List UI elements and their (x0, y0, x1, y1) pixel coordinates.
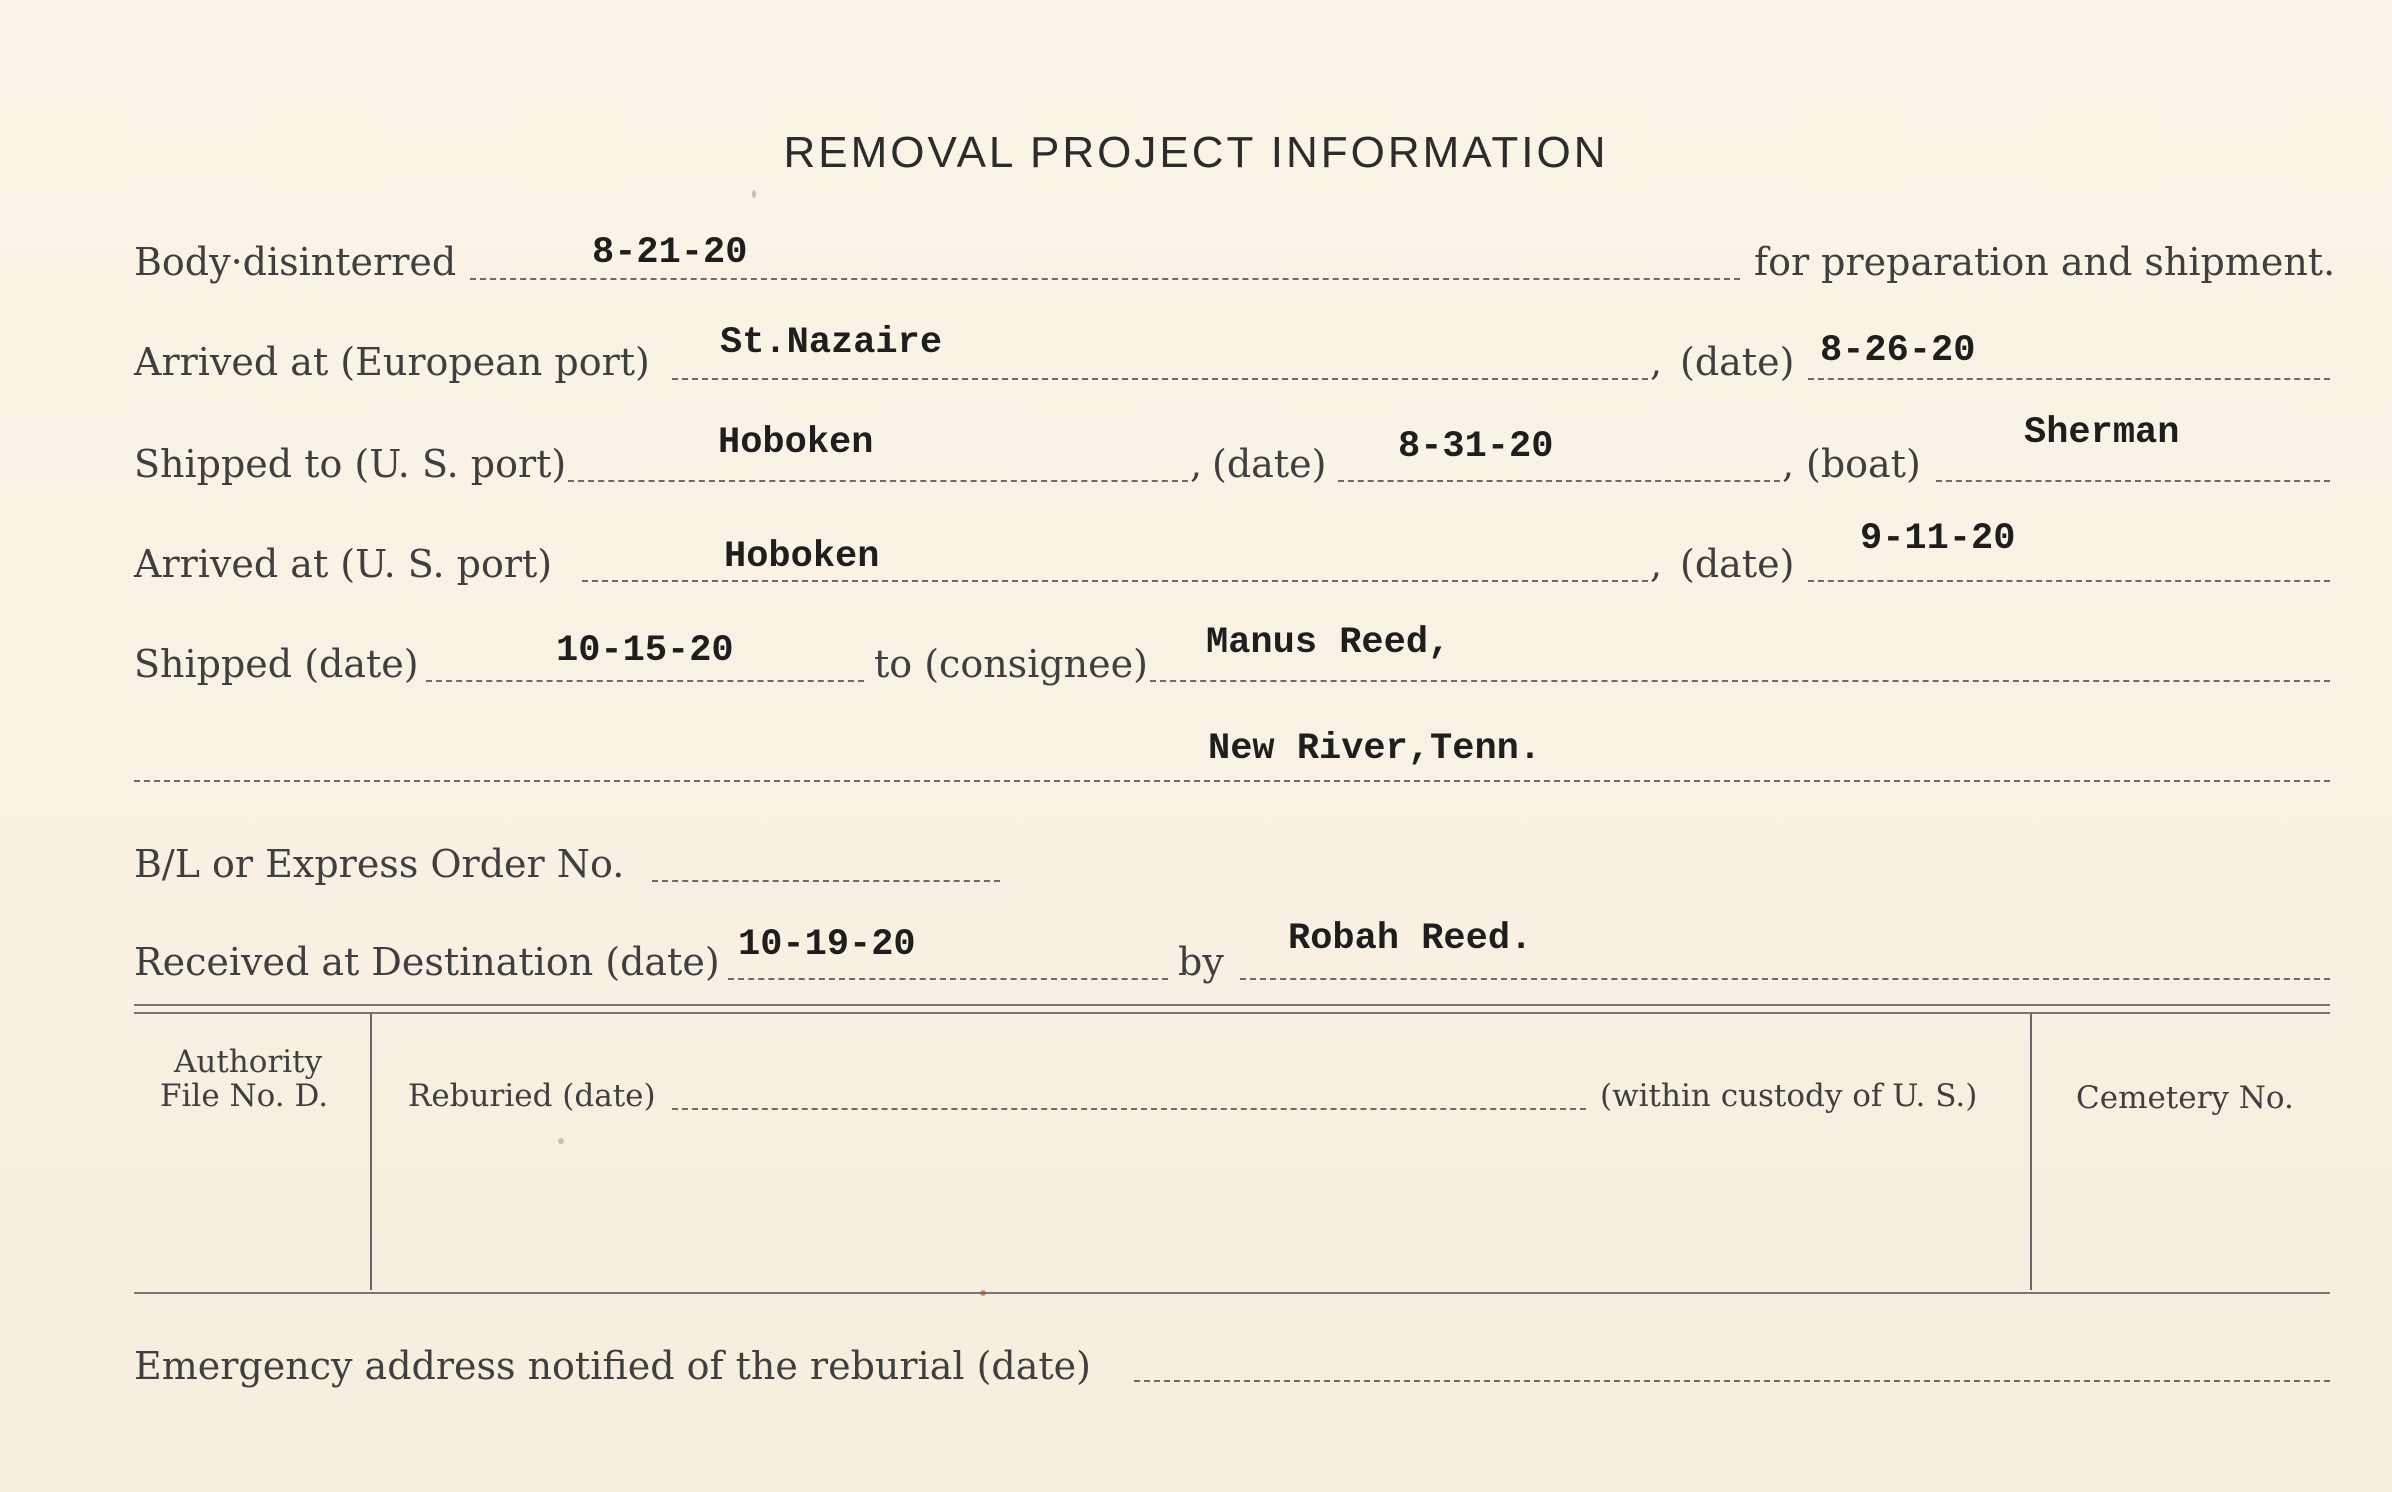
body-disinterred-label: Body·disinterred (134, 240, 457, 284)
for-preparation-label: for preparation and shipment. (1754, 240, 2336, 284)
lower-section-rule (134, 1292, 2330, 1294)
by-label: by (1178, 940, 1224, 984)
european-date-value: 8-26-20 (1820, 330, 1976, 372)
paper-speck (558, 1138, 564, 1144)
arrived-date-line (1808, 580, 2330, 582)
reburied-line (672, 1108, 1586, 1110)
comma: , (1782, 442, 1795, 486)
arrived-date-label: (date) (1680, 542, 1795, 586)
european-date-line (1808, 378, 2330, 380)
arrived-european-label: Arrived at (European port) (134, 340, 650, 384)
bl-order-line (652, 880, 1000, 882)
separator-rule-bottom (134, 1012, 2330, 1014)
consignee-address-value: New River,Tenn. (1208, 728, 1542, 770)
received-by-value: Robah Reed. (1288, 918, 1533, 960)
boat-line (1936, 480, 2330, 482)
european-port-line (672, 378, 1648, 380)
shipped-date-row-line (426, 680, 864, 682)
consignee-line (1150, 680, 2330, 682)
shipped-date-label: (date) (1212, 442, 1327, 486)
us-port-shipped-line (568, 480, 1188, 482)
bl-order-label: B/L or Express Order No. (134, 842, 625, 886)
shipped-date-us-value: 8-31-20 (1398, 426, 1554, 468)
consignee-address-line (134, 780, 2330, 782)
within-custody-label: (within custody of U. S.) (1600, 1078, 1978, 1114)
comma: , (1190, 442, 1203, 486)
received-date-value: 10-19-20 (738, 924, 916, 966)
cemetery-divider (2030, 1014, 2032, 1290)
paper-speck (980, 1290, 986, 1296)
reburied-label: Reburied (date) (408, 1078, 656, 1114)
shipped-date-value: 10-15-20 (556, 630, 734, 672)
authority-label-line2: File No. D. (160, 1078, 329, 1114)
disinterred-date-value: 8-21-20 (592, 232, 748, 274)
cemetery-label: Cemetery No. (2076, 1080, 2294, 1116)
arrived-us-label: Arrived at (U. S. port) (134, 542, 553, 586)
paper-speck (752, 190, 756, 198)
received-date-line (728, 978, 1168, 980)
shipped-date-line (1338, 480, 1780, 482)
body-disinterred-line (470, 278, 1740, 280)
us-port-arrived-value: Hoboken (724, 536, 880, 578)
boat-name-value: Sherman (2024, 412, 2180, 454)
consignee-name-value: Manus Reed, (1206, 622, 1451, 664)
received-by-line (1240, 978, 2330, 980)
separator-rule-top (134, 1004, 2330, 1006)
to-consignee-label: to (consignee) (874, 642, 1148, 686)
shipped-date-row-label: Shipped (date) (134, 642, 419, 686)
comma: , (1650, 340, 1663, 384)
us-port-arrived-line (582, 580, 1648, 582)
page-title: REMOVAL PROJECT INFORMATION (783, 128, 1609, 177)
emergency-line (1134, 1380, 2330, 1382)
shipped-to-label: Shipped to (U. S. port) (134, 442, 567, 486)
emergency-label: Emergency address notified of the reburial (date) (134, 1344, 1091, 1388)
comma: , (1650, 542, 1663, 586)
authority-divider (370, 1014, 372, 1290)
us-port-shipped-value: Hoboken (718, 422, 874, 464)
european-date-label: (date) (1680, 340, 1795, 384)
received-label: Received at Destination (date) (134, 940, 720, 984)
authority-label-line1: Authority (174, 1044, 323, 1080)
european-port-value: St.Nazaire (720, 322, 943, 364)
boat-label: (boat) (1806, 442, 1921, 486)
arrived-date-us-value: 9-11-20 (1860, 518, 2016, 560)
